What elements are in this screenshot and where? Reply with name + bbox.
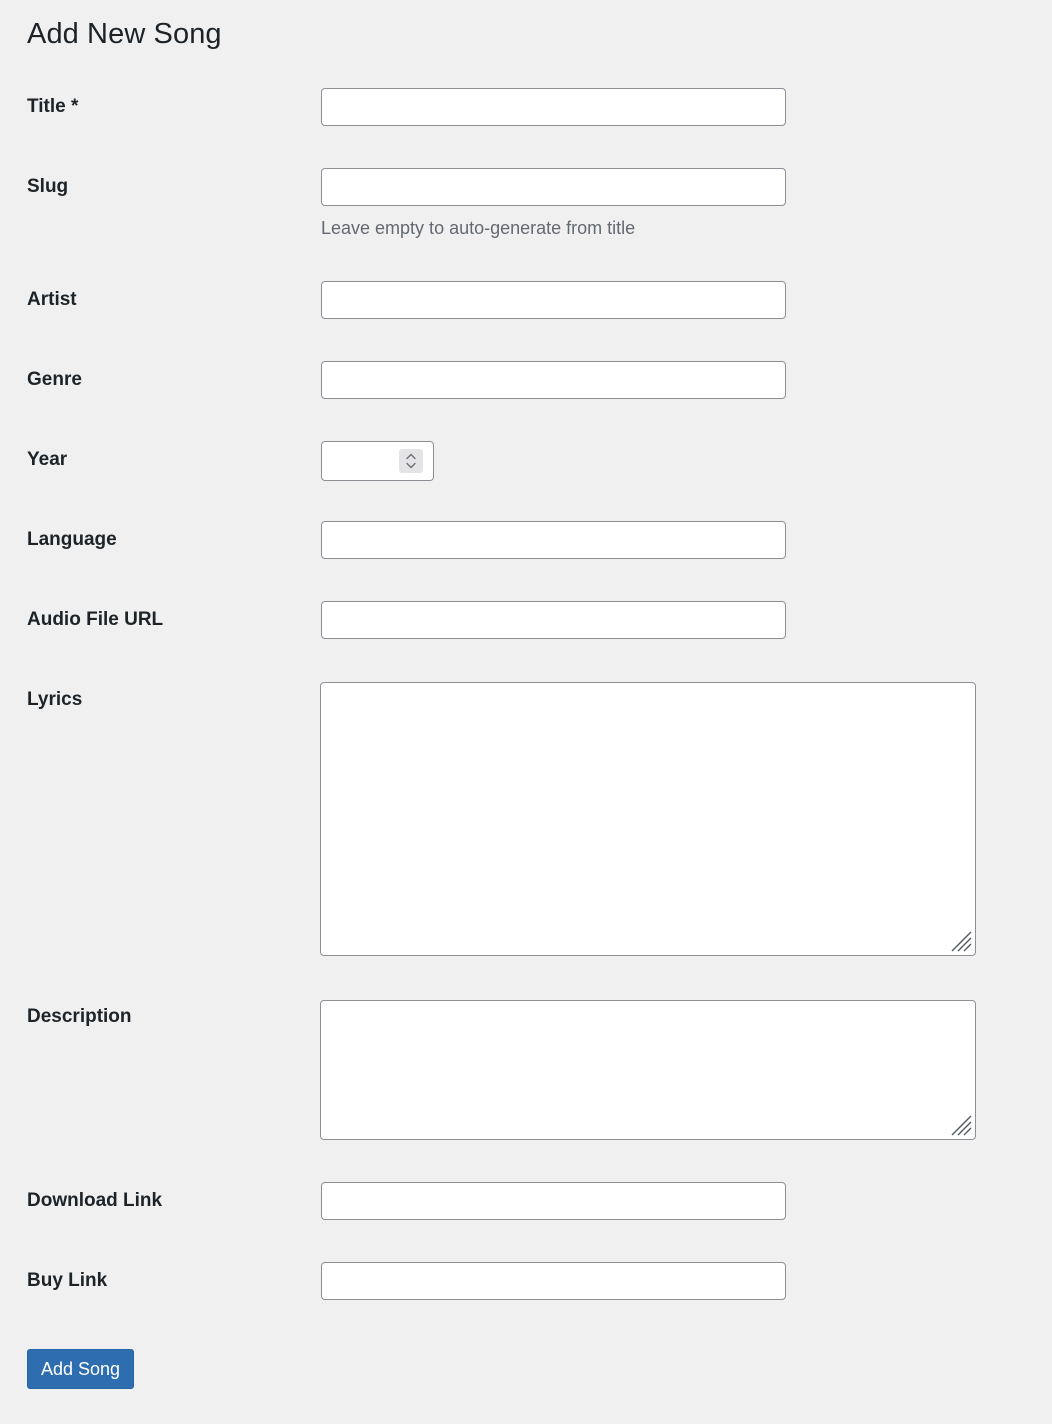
lyrics-field[interactable] (320, 682, 976, 956)
title-input[interactable] (321, 88, 786, 126)
slug-hint: Leave empty to auto-generate from title (321, 218, 636, 238)
buy-link-input[interactable] (321, 1262, 786, 1300)
language-label: Language (27, 529, 117, 550)
audio-url-input[interactable] (321, 601, 786, 639)
artist-input[interactable] (321, 281, 786, 319)
stepper-arrows-icon (399, 449, 423, 473)
year-input[interactable] (322, 442, 398, 480)
year-field[interactable] (321, 441, 434, 481)
description-label: Description (27, 1006, 132, 1027)
artist-label: Artist (27, 289, 77, 310)
slug-input[interactable] (321, 168, 786, 206)
year-label: Year (27, 449, 68, 470)
genre-label: Genre (27, 369, 82, 390)
resize-grip-icon[interactable] (947, 927, 973, 953)
audio-url-label: Audio File URL (27, 609, 164, 630)
description-field[interactable] (320, 1000, 976, 1140)
description-textarea[interactable] (321, 1001, 975, 1139)
add-song-button[interactable]: Add Song (27, 1349, 134, 1389)
slug-label: Slug (27, 176, 69, 197)
page-title: Add New Song (27, 18, 222, 50)
resize-grip-icon[interactable] (947, 1111, 973, 1137)
language-input[interactable] (321, 521, 786, 559)
year-stepper[interactable] (399, 449, 423, 473)
download-link-input[interactable] (321, 1182, 786, 1220)
download-link-label: Download Link (27, 1190, 163, 1211)
title-label: Title * (27, 96, 79, 117)
lyrics-textarea[interactable] (321, 683, 975, 955)
lyrics-label: Lyrics (27, 689, 83, 710)
buy-link-label: Buy Link (27, 1270, 108, 1291)
genre-input[interactable] (321, 361, 786, 399)
